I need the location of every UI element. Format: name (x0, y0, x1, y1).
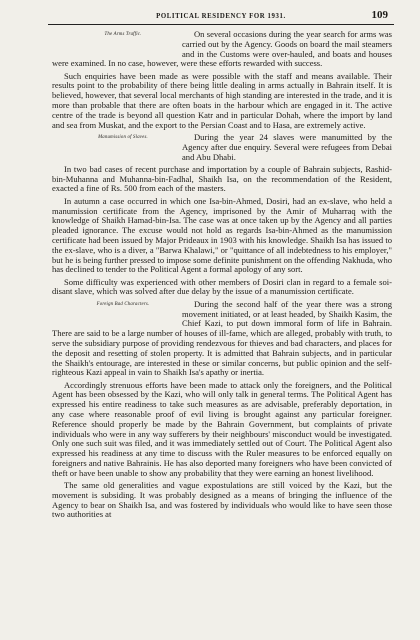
paragraph-arms-enquiries: Such enquiries have been made as were possible with the staff and means available. Their results point to the probability of there being little dealing in arms actually in Bahrain itself. It is believed, however, that several local merchants of high standing are interested in the trade, and it is more than probable that there are often boats in the harbour which are engaged in it. The active centre of the trade is beyond all question Katr and in particular Dohah, where the import by land and sea from Muskat, and the export to the Persian Coast and to Hasa, are extremely active. (52, 70, 392, 130)
paragraph-text: During the second half of the year there was a strong movement initiated, or at least headed, by Shaikh Kasim, the Chief Kazi, to put down immoral form of life in Bahrain. There are said to be a large number of houses of ill-fame, which are alleged, probably with truth, to serve the subsidiary purpose of providing rendezvous for thieves and bad characters, and places for the deposit and resetting of stolen property. It is admitted that Bahrain subjects, and in particular the Shaikh's entourage, are interested in these or similar concerns, but public opinion and the self-righteous Kazi appeal in vain to Shaikh Isa's apathy or inertia. (52, 298, 392, 378)
paragraph-autumn-case: In autumn a case occurred in which one Isa-bin-Ahmed, Dosiri, had an ex-slave, who held a manumission certificate from the Agency, imprisoned by the Amir of Muharraq with the knowledge of Shaikh Hamad-bin-Isa. The case was at once taken up by the Agency and all parties pleaded ignorance. The excuse would not hold as regards Isa-bin-Ahmed as the manumission certificate had been issued by Major Prideaux in 1903 with his knowledge. Shaikh Isa has issued to the ex-slave, who is a diver, a "Barwa Khalawi," or "quittance of all indebtedness to his employer," but he is being further pressed to impose some definite punishment on the offending Nakhuda, who has declined to tender to the Political Agent a formal apology of any sort. (52, 195, 392, 275)
header-rule (48, 24, 394, 25)
margin-note-arms-traffic: The Arms Traffic. (104, 32, 142, 37)
paragraph-efforts: Accordingly strenuous efforts have been made to attack only the foreigners, and the Political Agent has been obsessed by the Kazi, who will only talk in general terms. The Political Agent has expressed his entire readiness to take such measures as are advisable, preferably deportation, in any case where reasonable proof of evil living is brought against any particular foreigner. Reference should properly be made by the Bahrain Government, but complaints of private individuals who were in any way sufferers by their neighbours' misconduct would be investigated. Only one such suit was filed, and it was immediately settled out of Court. The Political Agent also expressed his readiness at any time to discuss with the Ruler measures to be enforced equally on foreigners and native Bahrainis. He has also deported many foreigners who have been convicted of theft or have been unable to show any probability that they were earning an honest livelihood. (52, 379, 392, 478)
running-header (52, 8, 390, 30)
margin-note-manumission: Manumission of Slaves. (98, 134, 148, 140)
paragraph-arms-search (52, 30, 392, 69)
running-title: POLITICAL RESIDENCY FOR 1931. (156, 13, 286, 20)
paragraph-generalities: The same old generalities and vague expostulations are still voiced by the Kazi, but the movement is subsiding. It was probably designed as a means of bringing the influence of the Agency to bear on Shaikh Isa, and was fostered by individuals who would like to have seen those two authorities at (52, 480, 392, 520)
paragraph-dosiri-clan: Some difficulty was experienced with other members of Dosiri clan in regard to a female soi-disant slave, which was solved after due delay by the issue of a manumission certificate. (52, 276, 392, 297)
paragraph-fines: In two bad cases of recent purchase and importation by a couple of Bahrain subjects, Rashid-bin-Muhanna and Muhanna-bin-Fadhal, Shaikh Isa, on the recommendation of the Resident, exacted a fine of Rs. 500 from each of the masters. (52, 163, 392, 194)
page-number: 109 (371, 9, 388, 21)
paragraph-text: On several occasions during the year search for arms was carried out by the Agency. Goods on board the mail steamers and in the Customs were over-hauled, and boats and houses were examined. In no case, however, were these efforts rewarded with success. (52, 29, 392, 69)
paragraph-slaves-manumitted (52, 133, 392, 162)
margin-note-foreign-bad-characters: Foreign Bad Characters. (96, 301, 150, 307)
paragraph-kazi-movement (52, 300, 392, 378)
paragraph-text: During the year 24 slaves were manumitted by the Agency after due enquiry. Several were refugees from Debai and Abu Dhabi. (182, 131, 392, 162)
page-body (52, 30, 392, 523)
